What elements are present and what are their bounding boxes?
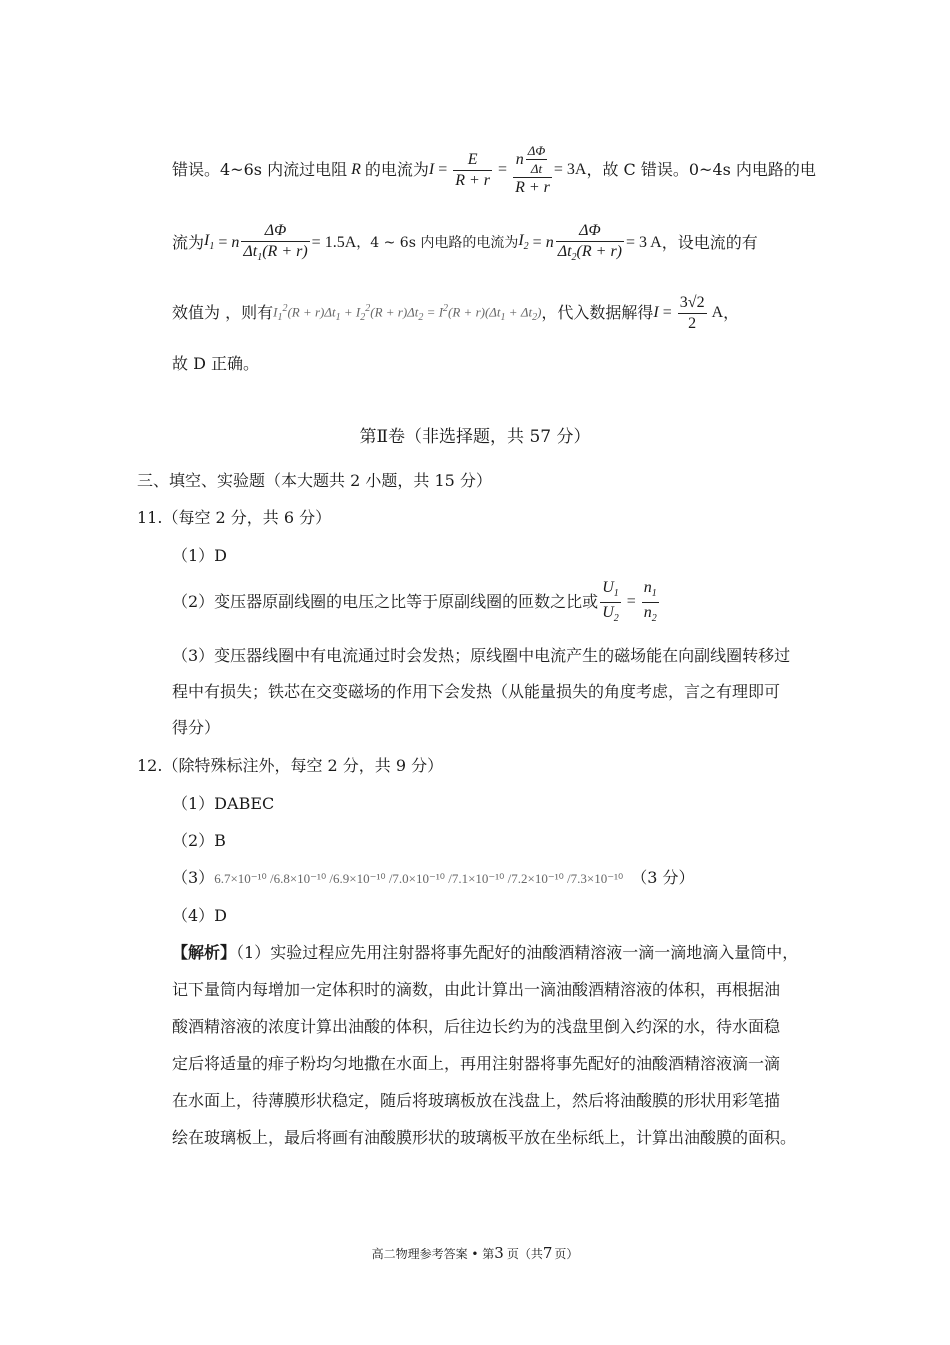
para1-line1: 错误。4~6s 内流过电阻 R 的电流为 I = $\frac{E}{R + r}$ = n $\frac{\Delta\Phi}{\Delta t}$ R + r = 3A ，故 C 错误。0~4s 内电路的电 [172, 143, 816, 196]
formula-current-I2: $I_2$ = n $\frac{\Delta\Phi}{\Delta t_2(R + r)}$ = 3 A [518, 221, 662, 264]
answer-values: 6.7×10⁻¹⁰ /6.8×10⁻¹⁰ /6.9×10⁻¹⁰ /7.0×10⁻¹⁰ /7.1×10⁻¹⁰ /7.2×10⁻¹⁰ /7.3×10⁻¹⁰ [214, 870, 624, 886]
para1-line4: 故 D 正确。 [172, 354, 260, 373]
q11-answer-2: （2）变压器原副线圈的电压之比等于原副线圈的匝数之比或 $\frac{U_1}{U_2}$ = $\frac{n_1}{n_2}$ [172, 580, 661, 624]
formula-effective-value: $I_1^2(R + r)\Delta t_1 + I_2^2(R + r)\Delta t_2 = I^2(R + r)(\Delta t_1 + \Delta t_2)$ [273, 302, 542, 323]
para1-line2: 流为 $I_1$ = n $\frac{\Delta\Phi}{\Delta t_1(R + r)}$ = 1.5A ，4 ~ 6s 内电路的电流为 $I_2$ = n $\frac{\Delta\Phi}{\Delta t_2(R + r)}$ = 3 A ，设电流的有 [172, 221, 758, 264]
q12-answer-3: （3） 6.7×10⁻¹⁰ /6.8×10⁻¹⁰ /6.9×10⁻¹⁰ /7.0×10⁻¹⁰ /7.1×10⁻¹⁰ /7.2×10⁻¹⁰ /7.3×10⁻¹⁰ （3 分） [172, 868, 695, 887]
analysis-tag: 【解析】 [172, 943, 237, 962]
part3-heading: 三、填空、实验题（本大题共 2 小题，共 15 分） [137, 471, 492, 490]
analysis-line4: 定后将适量的痱子粉均匀地撒在水面上，再用注射器将事先配好的油酸酒精溶液滴一滴 [172, 1054, 781, 1073]
analysis-line5: 在水面上，待薄膜形状稳定，随后将玻璃板放在浅盘上，然后将油酸膜的形状用彩笔描 [172, 1091, 781, 1110]
q11-answer-3-line1: （3）变压器线圈中有电流通过时会发热；原线圈中电流产生的磁场能在向副线圈转移过 [172, 646, 791, 665]
formula-current-I1: $I_1$ = n $\frac{\Delta\Phi}{\Delta t_1(R + r)}$ = 1.5A [204, 221, 357, 264]
q12-answer-1: （1）DABEC [172, 794, 275, 813]
q11-heading: 11.（每空 2 分，共 6 分） [137, 508, 332, 527]
para1-line3: 效值为 ，则有 $I_1^2(R + r)\Delta t_1 + I_2^2(R + r)\Delta t_2 = I^2(R + r)(\Delta t_1 + \Delta t_2)$ ，代入数据解得 I = $\frac{3√2}{2}$ A ， [172, 293, 740, 332]
resistor-symbol: R [351, 161, 361, 178]
formula-result: I = $\frac{3√2}{2}$ A [653, 293, 724, 332]
analysis-line6: 绘在玻璃板上，最后将画有油酸膜形状的玻璃板平放在坐标纸上，计算出油酸膜的面积。 [172, 1128, 797, 1147]
page-total: 7 [542, 1244, 553, 1262]
analysis-line2: 记下量筒内每增加一定体积时的滴数，由此计算出一滴油酸酒精溶液的体积，再根据油 [172, 980, 781, 999]
analysis-line1: 【解析】（1）实验过程应先用注射器将事先配好的油酸酒精溶液一滴一滴地滴入量筒中， [172, 943, 799, 962]
section2-title: 第Ⅱ卷（非选择题，共 57 分） [359, 427, 591, 447]
analysis-line3: 酸酒精溶液的浓度计算出油酸的体积，后往边长约为的浅盘里倒入约深的水，待水面稳 [172, 1017, 781, 1036]
q12-answer-4: （4）D [172, 906, 228, 925]
q11-answer-3-line3: 得分） [172, 718, 221, 737]
formula-transformer-ratio: $\frac{U_1}{U_2}$ = $\frac{n_1}{n_2}$ [602, 579, 657, 624]
q11-answer-3-line2: 程中有损失；铁芯在交变磁场的作用下会发热（从能量损失的角度考虑，言之有理即可 [172, 682, 781, 701]
formula-current-4-6s: I = $\frac{E}{R + r}$ = n $\frac{\Delta\Phi}{\Delta t}$ R + r = 3A [428, 143, 587, 196]
page-footer: 高二物理参考答案 • 第3 页（共7 页） [371, 1244, 579, 1262]
q11-answer-1: （1）D [172, 546, 228, 565]
q12-answer-2: （2）B [172, 831, 226, 850]
q12-heading: 12.（除特殊标注外，每空 2 分，共 9 分） [137, 756, 444, 775]
page-number: 3 [494, 1244, 504, 1262]
